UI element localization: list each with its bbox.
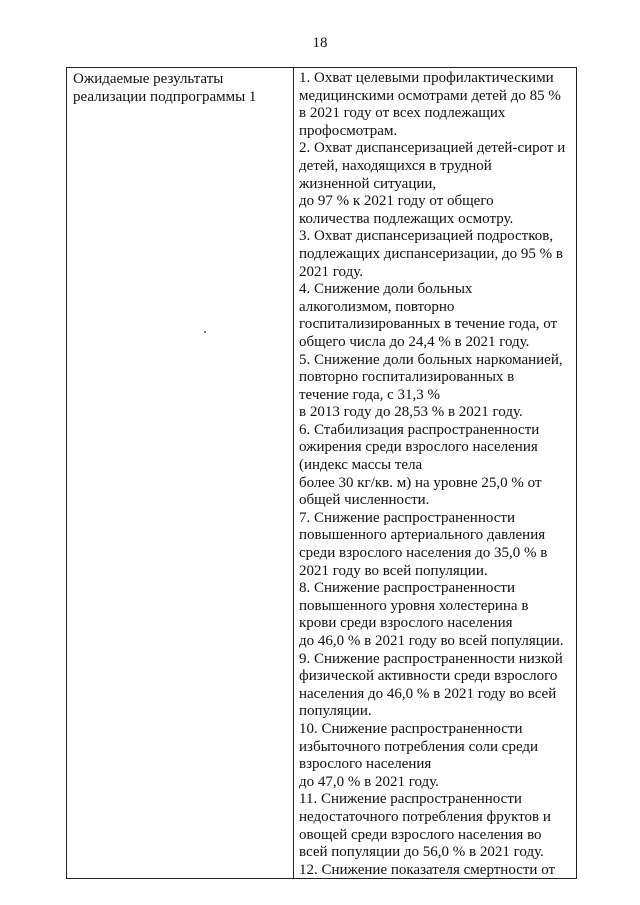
result-text-line: (индекс массы тела xyxy=(299,457,423,474)
result-text-line: 7. Снижение распространенности xyxy=(299,509,515,526)
result-text-line: 11. Снижение распространенности xyxy=(299,791,522,808)
result-text-line: 3. Охват диспансеризацией подростков, xyxy=(299,228,554,245)
result-text-line: 1. Охват целевыми профилактическими xyxy=(299,70,554,86)
result-text-line: 2. Охват диспансеризацией детей-сирот и xyxy=(299,140,566,157)
result-text-line: повторно госпитализированных в xyxy=(299,369,515,386)
row-label-cell xyxy=(73,70,287,106)
result-text-line: подлежащих диспансеризации, до 95 % в xyxy=(299,245,563,262)
result-text-line: недостаточного потребления фруктов и xyxy=(299,808,551,825)
result-text-line: до 97 % к 2021 году от общего xyxy=(299,193,494,210)
results-table xyxy=(66,67,577,879)
result-text-line: 8. Снижение распространенности xyxy=(299,580,515,597)
result-text-line: общего числа до 24,4 % в 2021 году. xyxy=(299,333,530,350)
result-text-line: 4. Снижение доли больных xyxy=(299,281,473,298)
result-text-line: алкоголизмом, повторно xyxy=(299,298,455,315)
result-text-line: в 2013 году до 28,53 % в 2021 году. xyxy=(299,404,523,421)
row-label-line: реализации подпрограммы 1 xyxy=(73,89,257,105)
result-text-line: жизненной ситуации, xyxy=(299,175,437,192)
result-text-line: среди взрослого населения до 35,0 % в xyxy=(299,545,548,562)
expected-results-cell xyxy=(299,70,575,879)
result-text-line: крови среди взрослого населения xyxy=(299,615,513,632)
result-text-line: 2021 году. xyxy=(299,263,363,280)
result-text-line: медицинскими осмотрами детей до 85 % xyxy=(299,87,561,104)
result-text-line: всей популяции до 56,0 % в 2021 году. xyxy=(299,844,544,861)
result-text-line: 10. Снижение распространенности xyxy=(299,720,523,737)
scan-speck xyxy=(204,331,206,333)
result-text-line: популяции. xyxy=(299,703,372,720)
row-label-line: Ожидаемые результаты xyxy=(73,71,224,87)
result-text-line: 12. Снижение показателя смертности от xyxy=(299,861,556,878)
column-divider xyxy=(293,68,294,878)
result-text-line: течение года, с 31,3 % xyxy=(299,386,441,403)
page-number: 18 xyxy=(312,35,328,51)
result-text-line: овощей среди взрослого населения во xyxy=(299,826,542,843)
result-text-line: взрослого населения xyxy=(299,756,432,773)
result-text-line: 9. Снижение распространенности низкой xyxy=(299,650,563,667)
result-text-line: населения до 46,0 % в 2021 году во всей xyxy=(299,685,557,702)
result-text-line: физической активности среди взрослого xyxy=(299,668,558,685)
result-text-line: в 2021 году от всех подлежащих xyxy=(299,105,506,122)
result-text-line: избыточного потребления соли среди xyxy=(299,738,539,755)
result-text-line: детей, находящихся в трудной xyxy=(299,157,492,174)
result-text-line: до 47,0 % в 2021 году. xyxy=(299,773,439,790)
result-text-line: 6. Стабилизация распространенности xyxy=(299,421,540,438)
result-text-line: более 30 кг/кв. м) на уровне 25,0 % от xyxy=(299,474,542,491)
result-text-line: госпитализированных в течение года, от xyxy=(299,316,558,333)
result-text-line: общей численности. xyxy=(299,492,430,509)
result-text-line: до 46,0 % в 2021 году во всей популяции. xyxy=(299,633,564,649)
result-text-line: количества подлежащих осмотру. xyxy=(299,210,514,227)
result-text-line: 5. Снижение доли больных наркоманией, xyxy=(299,351,563,368)
result-text-line: 2021 году во всей популяции. xyxy=(299,562,488,579)
result-text-line: ожирения среди взрослого населения xyxy=(299,439,538,456)
result-text-line: повышенного артериального давления xyxy=(299,527,546,544)
result-text-line: повышенного уровня холестерина в xyxy=(299,597,529,614)
result-text-line: профосмотрам. xyxy=(299,122,398,139)
